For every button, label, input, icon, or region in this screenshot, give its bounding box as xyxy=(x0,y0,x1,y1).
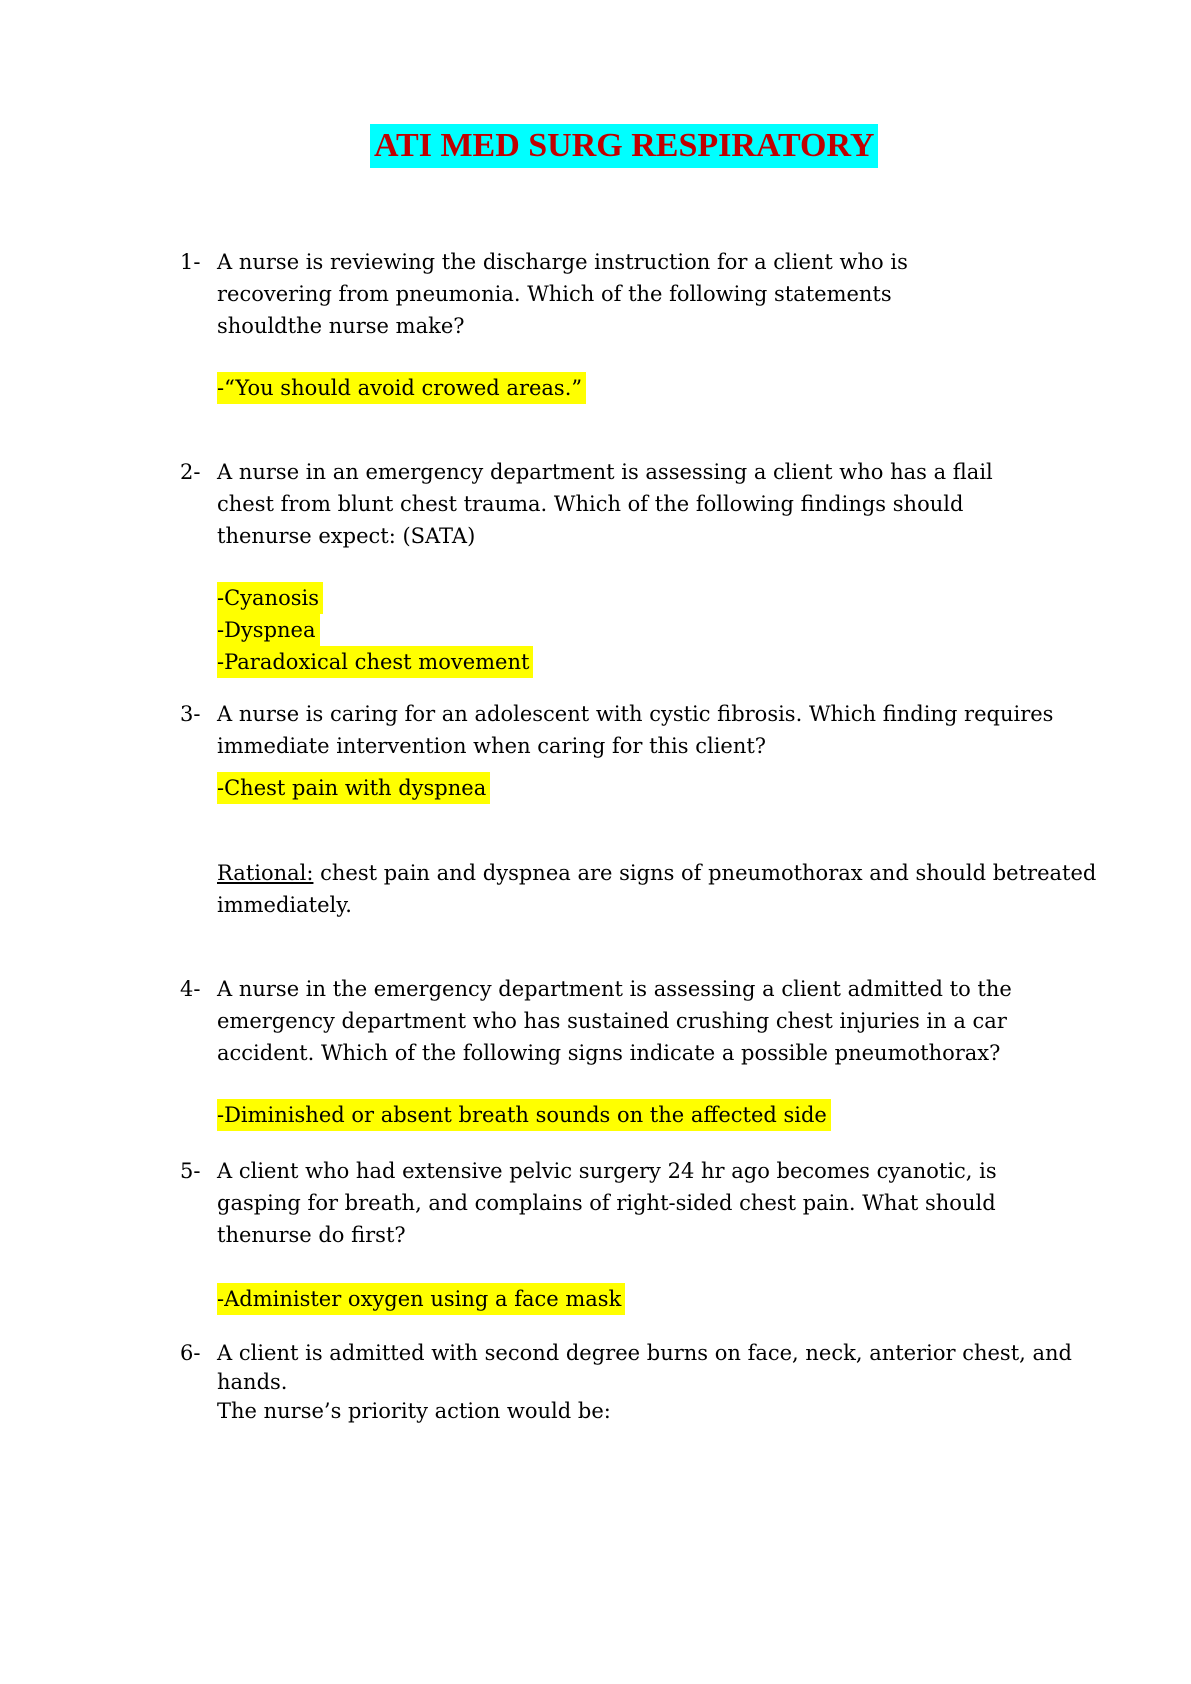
answer-1 xyxy=(217,372,586,404)
question-3 xyxy=(180,698,1100,762)
question-number: 1- xyxy=(180,250,201,274)
rationale-label: Rational: xyxy=(217,861,314,885)
answer-highlight: -Cyanosis xyxy=(217,582,323,614)
question-text: A nurse is reviewing the discharge instruction for a client who is recovering from pneumonia. Which of the following statements shouldthe nurse make? xyxy=(217,250,908,338)
answer-highlight: -Dyspnea xyxy=(217,614,320,646)
answer-3 xyxy=(217,772,490,804)
question-5 xyxy=(180,1155,1100,1251)
rationale xyxy=(217,857,1097,921)
answer-highlight: -Administer oxygen using a face mask xyxy=(217,1283,625,1315)
question-text: A nurse in the emergency department is assessing a client admitted to the emergency department who has sustained crushing chest injuries in a car accident. Which of the following signs indicate a possible pneumothorax? xyxy=(217,977,1012,1065)
answer-5 xyxy=(217,1283,625,1315)
answer-4 xyxy=(217,1099,831,1131)
question-number: 4- xyxy=(180,977,201,1001)
question-text: A nurse is caring for an adolescent with cystic fibrosis. Which finding requires immediate intervention when caring for this client? xyxy=(217,702,1054,758)
rationale-text: chest pain and dyspnea are signs of pneumothorax and should betreated immediately. xyxy=(217,861,1097,917)
answer-2 xyxy=(217,582,533,678)
answer-highlight: -Paradoxical chest movement xyxy=(217,646,533,678)
answer-highlight: -Chest pain with dyspnea xyxy=(217,772,490,804)
answer-highlight: -“You should avoid crowed areas.” xyxy=(217,372,586,404)
question-4 xyxy=(180,973,1100,1069)
question-number: 2- xyxy=(180,460,201,484)
question-text: A nurse in an emergency department is assessing a client who has a flail chest from blunt chest trauma. Which of the following findings should thenurse expect: (SATA) xyxy=(217,460,993,548)
question-number: 6- xyxy=(180,1341,201,1365)
question-number: 3- xyxy=(180,702,201,726)
answer-highlight: -Diminished or absent breath sounds on the affected side xyxy=(217,1099,831,1131)
question-text: A client who had extensive pelvic surgery 24 hr ago becomes cyanotic, is gasping for breath, and complains of right-sided chest pain. What should thenurse do first? xyxy=(217,1159,997,1247)
question-text: A client is admitted with second degree burns on face, neck, anterior chest, and hands. The nurse’s priority action would be: xyxy=(217,1341,1072,1423)
page-title: ATI MED SURG RESPIRATORY xyxy=(370,124,878,168)
question-2 xyxy=(180,456,1100,552)
question-6 xyxy=(180,1339,1100,1426)
question-number: 5- xyxy=(180,1159,201,1183)
question-1 xyxy=(180,246,1100,342)
